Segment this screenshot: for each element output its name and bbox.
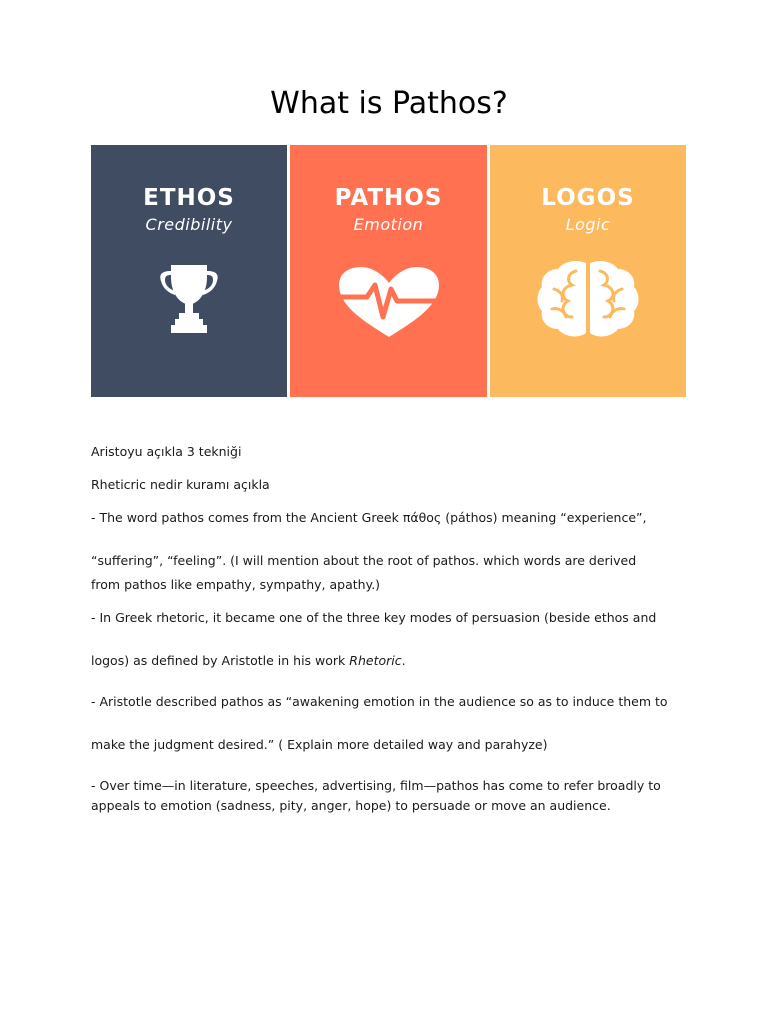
pathos-panel xyxy=(290,145,487,397)
ethos-subtitle: Credibility xyxy=(145,215,233,234)
logos-subtitle: Logic xyxy=(565,215,611,234)
bullet-text: appeals to emotion (sadness, pity, anger, hope) to persuade or move an audience. xyxy=(91,798,611,813)
bullet-text: - In Greek rhetoric, it became one of the three key modes of persuasion (beside ethos and xyxy=(91,610,657,625)
ethos-title: ETHOS xyxy=(143,185,235,211)
brain-icon xyxy=(536,259,640,339)
bullet-text: - Over time—in literature, speeches, advertising, film—pathos has come to refer broadly to xyxy=(91,778,661,793)
bullet-text: - Aristotle described pathos as “awakening emotion in the audience so as to induce them to xyxy=(91,694,668,709)
note-line: Rheticric nedir kuramı açıkla xyxy=(91,477,270,492)
bullet-text: - The word pathos comes from the Ancient Greek πάθος (páthos) meaning “experience”, xyxy=(91,510,647,525)
page-title: What is Pathos? xyxy=(270,86,508,121)
ethos-panel xyxy=(91,145,287,397)
pathos-title: PATHOS xyxy=(334,185,443,211)
note-line: Aristoyu açıkla 3 tekniği xyxy=(91,444,242,459)
logos-panel xyxy=(490,145,686,397)
logos-title: LOGOS xyxy=(541,185,635,211)
bullet-text-part: logos) as defined by Aristotle in his work xyxy=(91,653,350,668)
ethos-pathos-logos-banner xyxy=(91,145,686,397)
bullet-text: make the judgment desired.” ( Explain more detailed way and parahyze) xyxy=(91,737,548,752)
rhetoric-work-title: Rhetoric xyxy=(349,653,402,668)
bullet-text-part: . xyxy=(401,653,406,668)
bullet-text xyxy=(91,649,691,673)
pathos-subtitle: Emotion xyxy=(353,215,424,234)
bullet-text: “suffering”, “feeling”. (I will mention about the root of pathos. which words are derived xyxy=(91,553,637,568)
heart-pulse-icon xyxy=(337,267,441,339)
trophy-icon xyxy=(157,263,221,337)
bullet-text: from pathos like empathy, sympathy, apathy.) xyxy=(91,577,381,592)
